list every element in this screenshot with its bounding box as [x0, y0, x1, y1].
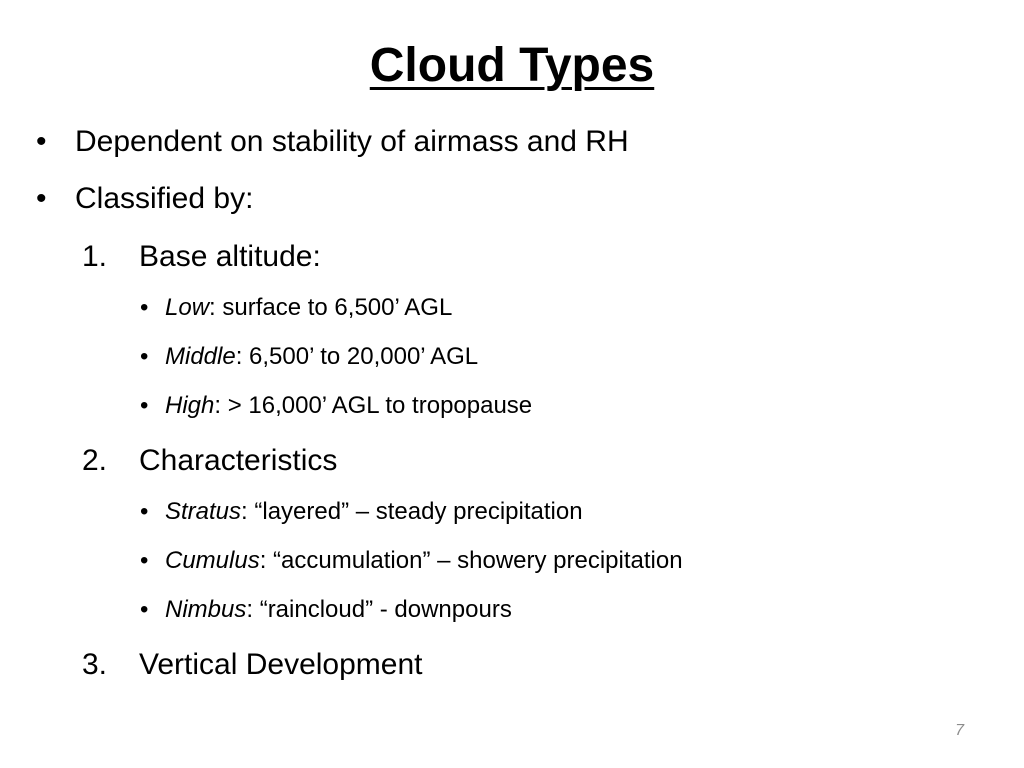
- description: : “layered” – steady precipitation: [241, 498, 583, 525]
- term: Nimbus: [165, 596, 247, 623]
- bullet-marker: •: [36, 182, 47, 215]
- description: : > 16,000’ AGL to tropopause: [214, 392, 533, 419]
- term: Low: [165, 294, 210, 321]
- item-number: 3.: [82, 648, 108, 681]
- term: Middle: [165, 343, 236, 370]
- sub-bullet-marker: •: [140, 392, 149, 419]
- sub-bullet-marker: •: [140, 294, 149, 321]
- term: High: [165, 392, 215, 419]
- sub-bullet-marker: •: [140, 498, 149, 525]
- item-heading: Characteristics: [139, 444, 338, 477]
- description: : 6,500’ to 20,000’ AGL: [235, 343, 479, 370]
- term: Stratus: [165, 498, 242, 525]
- sub-bullet-marker: •: [140, 596, 149, 623]
- item-number: 1.: [82, 240, 108, 273]
- slide-title: [0, 34, 1024, 98]
- item-heading: Base altitude:: [139, 240, 321, 273]
- bullet-text: Classified by:: [75, 182, 254, 215]
- description: : “accumulation” – showery precipitation: [259, 547, 683, 574]
- bullet-marker: •: [36, 125, 47, 158]
- sub-bullet-marker: •: [140, 343, 149, 370]
- description: : “raincloud” - downpours: [246, 596, 512, 623]
- sub-bullet-marker: •: [140, 547, 149, 574]
- term: Cumulus: [165, 547, 260, 574]
- item-heading: Vertical Development: [139, 648, 423, 681]
- bullet-text: Dependent on stability of airmass and RH: [75, 125, 629, 158]
- item-number: 2.: [82, 444, 108, 477]
- description: : surface to 6,500’ AGL: [209, 294, 453, 321]
- slide-title-text: Cloud Types: [369, 39, 655, 92]
- page-number: 7: [955, 722, 964, 739]
